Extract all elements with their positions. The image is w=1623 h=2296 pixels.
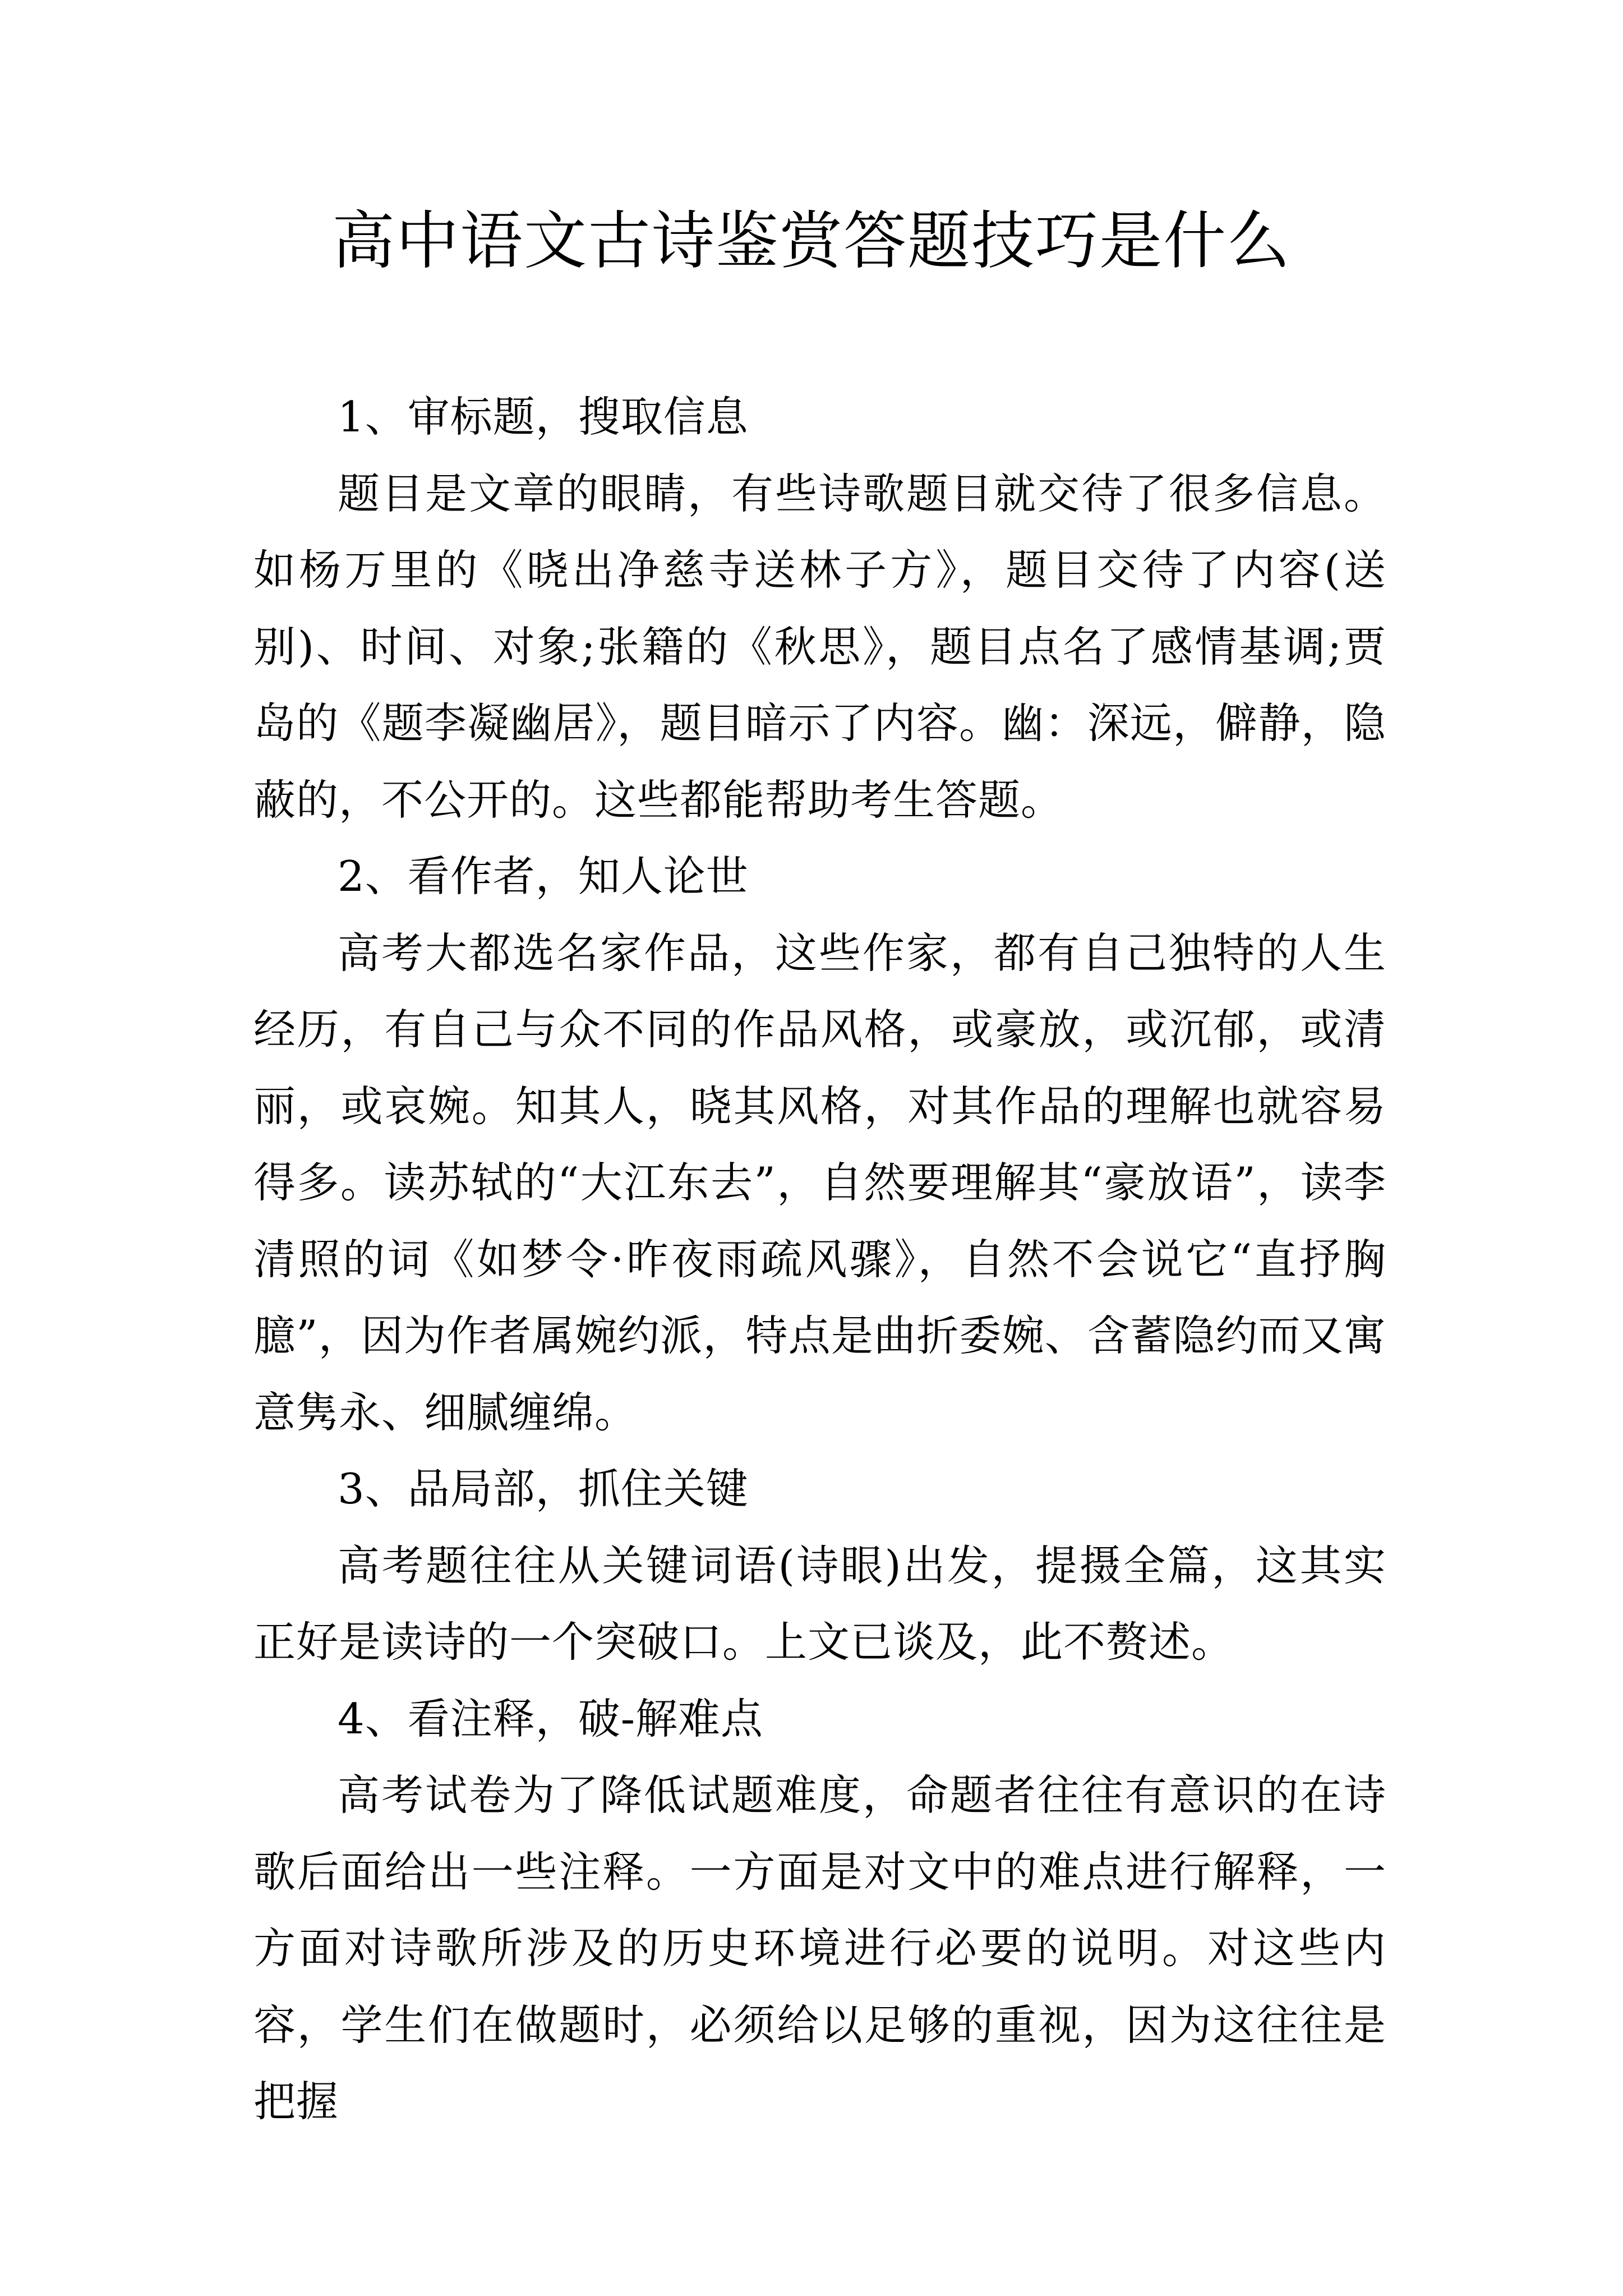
section-heading-1: 1、审标题，搜取信息 xyxy=(338,392,749,441)
paragraph-3: 高考题往往从关键词语(诗眼)出发，提摄全篇，这其实正好是读诗的一个突破口。上文已谈及，此不赘述。 xyxy=(253,1540,1386,1667)
section-heading-3: 3、品局部，抓住关键 xyxy=(338,1464,749,1513)
document-body xyxy=(253,379,1386,2140)
paragraph-4: 高考试卷为了降低试题难度，命题者往往有意识的在诗歌后面给出一些注释。一方面是对文中的难点进行解释，一方面对诗歌所涉及的历史环境进行必要的说明。对这些内容，学生们在做题时，必须给以足够的重视，因为这往往是把握 xyxy=(253,1770,1386,2126)
section-heading-4: 4、看注释，破-解难点 xyxy=(338,1694,764,1743)
paragraph-2: 高考大都选名家作品，这些作家，都有自己独特的人生经历，有自己与众不同的作品风格，或豪放，或沉郁，或清丽，或哀婉。知其人，晓其风格，对其作品的理解也就容易得多。读苏轼的“大江东去”，自然要理解其“豪放语”，读李清照的词《如梦令·昨夜雨疏风骤》，自然不会说它“直抒胸臆”，因为作者属婉约派，特点是曲折委婉、含蓄隐约而又寓意隽永、细腻缠绵。 xyxy=(253,928,1386,1437)
paragraph-1: 题目是文章的眼睛，有些诗歌题目就交待了很多信息。如杨万里的《晓出净慈寺送林子方》，题目交待了内容(送别)、时间、对象;张籍的《秋思》，题目点名了感情基调;贾岛的《题李凝幽居》，题目暗示了内容。幽：深远，僻静，隐蔽的，不公开的。这些都能帮助考生答题。 xyxy=(253,468,1386,825)
section-heading-2: 2、看作者，知人论世 xyxy=(338,852,749,901)
document-title: 高中语文古诗鉴赏答题技巧是什么 xyxy=(332,205,1291,278)
